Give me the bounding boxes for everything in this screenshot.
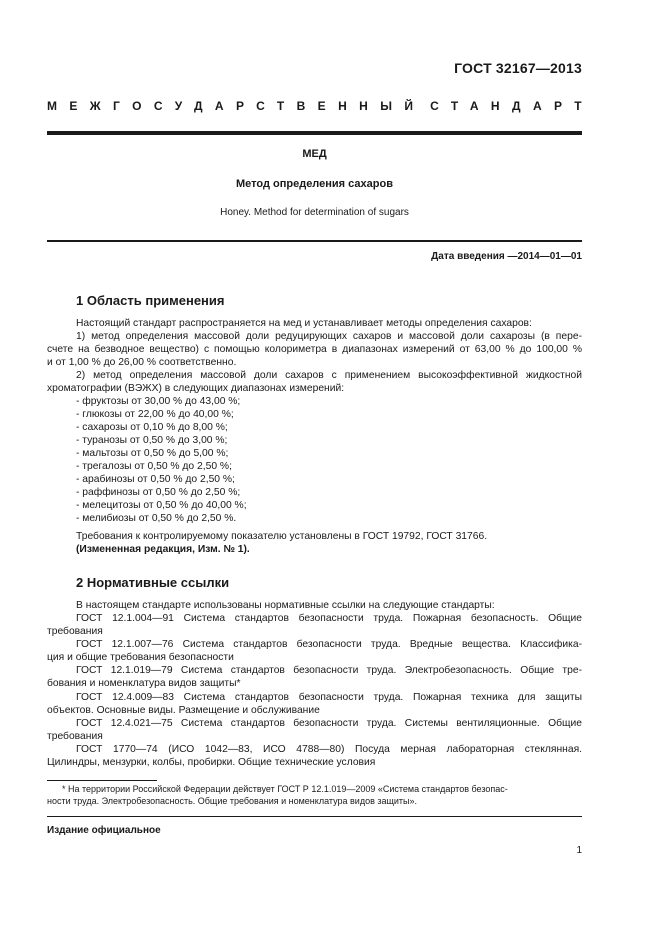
section-1-line: 1) метод определения массовой доли редуцирующих сахаров и массовой доли сахарозы (в пере-	[76, 331, 582, 342]
range-item: - мелецитозы от 0,50 % до 40,00 %;	[76, 500, 247, 511]
introduction-date: Дата введения —2014—01—01	[431, 251, 582, 262]
range-item: - туранозы от 0,50 % до 3,00 %;	[76, 435, 228, 446]
reference-line: требования	[47, 626, 103, 637]
gost-number: ГОСТ 32167—2013	[454, 60, 582, 76]
amendment-note: (Измененная редакция, Изм. № 1).	[76, 544, 250, 555]
document-subtitle: Метод определения сахаров	[236, 178, 393, 190]
range-item: - глюкозы от 22,00 % до 40,00 %;	[76, 409, 234, 420]
reference-line: Цилиндры, мензурки, колбы, пробирки. Общие технические условия	[47, 757, 376, 768]
standard-type-word-2: СТАНДАРТ	[430, 99, 594, 113]
requirements-line: Требования к контролируемому показателю установлены в ГОСТ 19792, ГОСТ 31766.	[76, 531, 488, 542]
section-1-line: счете на безводное вещество) с помощью колориметра в диапазонах измерений от 63,00 % до 100,00 %	[47, 344, 582, 355]
section-1-heading: 1 Область применения	[76, 293, 225, 308]
reference-line: ция и общие требования безопасности	[47, 652, 234, 663]
reference-line: ГОСТ 12.1.004—91 Система стандартов безопасности труда. Пожарная безопасность. Общие	[76, 613, 582, 624]
section-2-heading: 2 Нормативные ссылки	[76, 575, 230, 590]
footnote-line: ности труда. Электробезопасность. Общие требования и номенклатура видов защиты».	[47, 796, 418, 806]
standard-type	[47, 99, 594, 113]
title-divider	[47, 240, 582, 242]
range-item: - трегалозы от 0,50 % до 2,50 %;	[76, 461, 232, 472]
range-item: - мелибиозы от 0,50 % до 2,50 %.	[76, 513, 237, 524]
section-1-line: 2) метод определения массовой доли сахаров с применением высокоэффективной жидкостной	[76, 370, 582, 381]
range-item: - фруктозы от 30,00 % до 43,00 %;	[76, 396, 241, 407]
reference-line: требования	[47, 731, 103, 742]
official-edition-label: Издание официальное	[47, 825, 161, 836]
section-1-line: и от 1,00 % до 26,00 % соответственно.	[47, 357, 237, 368]
english-title: Honey. Method for determination of sugars	[220, 207, 409, 218]
reference-line: объектов. Основные виды. Размещение и обслуживание	[47, 705, 320, 716]
document-title: МЕД	[302, 148, 327, 160]
reference-line: ГОСТ 12.4.009—83 Система стандартов безопасности труда. Пожарная техника для защиты	[76, 692, 582, 703]
reference-line: ГОСТ 1770—74 (ИСО 1042—83, ИСО 4788—80) Посуда мерная лабораторная стеклянная.	[76, 744, 582, 755]
range-item: - мальтозы от 0,50 % до 5,00 %;	[76, 448, 229, 459]
section-1-line: хроматографии (ВЭЖХ) в следующих диапазонах измерений:	[47, 383, 345, 394]
page-number: 1	[576, 845, 582, 856]
reference-line: бования и номенклатура видов защиты*	[47, 678, 241, 689]
section-1-line: Настоящий стандарт распространяется на мед и устанавливает методы определения сахаров:	[76, 318, 532, 329]
footer-divider	[47, 816, 582, 817]
footnote-divider	[47, 780, 157, 781]
reference-line: ГОСТ 12.1.019—79 Система стандартов безопасности труда. Электробезопасность. Общие тре-	[76, 665, 582, 676]
standard-type-word-1: МЕЖГОСУДАРСТВЕННЫЙ	[47, 99, 426, 113]
range-item: - раффинозы от 0,50 % до 2,50 %;	[76, 487, 241, 498]
range-item: - сахарозы от 0,10 % до 8,00 %;	[76, 422, 228, 433]
reference-line: ГОСТ 12.1.007—76 Система стандартов безопасности труда. Вредные вещества. Классифика-	[76, 639, 582, 650]
reference-line: ГОСТ 12.4.021—75 Система стандартов безопасности труда. Системы вентиляционные. Общие	[76, 718, 582, 729]
footnote-line: * На территории Российской Федерации действует ГОСТ Р 12.1.019—2009 «Система стандартов безопас-	[62, 784, 508, 794]
section-2-intro: В настоящем стандарте использованы нормативные ссылки на следующие стандарты:	[76, 600, 495, 611]
header-divider	[47, 131, 582, 135]
range-item: - арабинозы от 0,50 % до 2,50 %;	[76, 474, 235, 485]
